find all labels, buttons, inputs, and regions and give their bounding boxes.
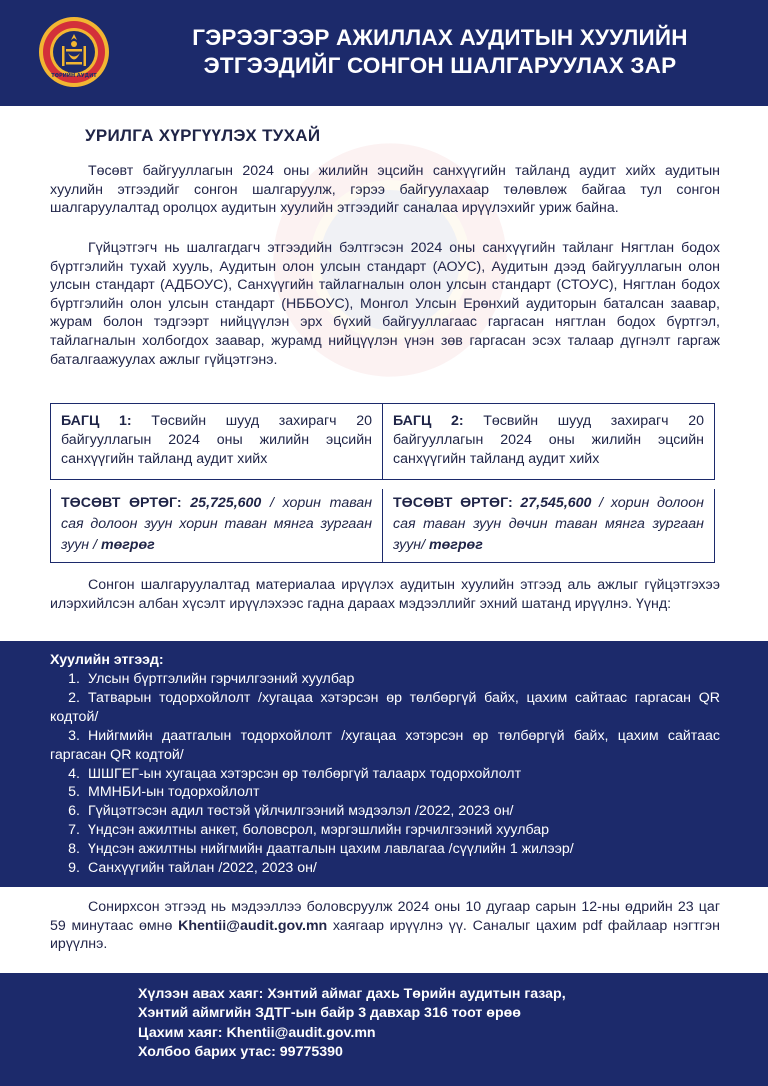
requirement-item — [50, 859, 720, 878]
requirements-list — [50, 670, 720, 878]
requirement-number: 3. — [68, 727, 80, 744]
requirement-text: ММНБИ-ын тодорхойлолт — [88, 784, 260, 801]
package-2-budget: ТӨСӨВТ ӨРТӨГ: 27,545,600 / хорин долоон сая таван зуун дөчин таван мянга зургаан зуун/ төгрөг — [393, 495, 704, 553]
requirement-number: 5. — [68, 784, 80, 801]
email-link[interactable]: Khentii@audit.gov.mn — [178, 917, 328, 934]
requirement-item — [50, 689, 720, 727]
header-title-line-2: ЭТГЭЭДИЙГ СОНГОН ШАЛГАРУУЛАХ ЗАР — [203, 53, 677, 78]
package-2-label: БАГЦ 2: — [393, 413, 464, 429]
contact-address-line-2: Хэнтий аймгийн ЗДТГ-ын байр 3 давхар 316 тоот өрөө — [138, 1005, 521, 1022]
requirement-number: 8. — [68, 841, 80, 858]
package-2-description: БАГЦ 2: Төсвийн шууд захирагч 20 байгууллагын 2024 оны жилийн эцсийн санхүүгийн тайланд аудит хийх — [383, 404, 714, 480]
header-banner — [0, 0, 768, 106]
requirement-item — [50, 727, 720, 765]
requirement-text: ШШГЕГ-ын хугацаа хэтэрсэн өр төлбөргүй талаарх тодорхойлолт — [88, 765, 522, 782]
requirement-number: 2. — [68, 689, 80, 706]
requirement-text: Гүйцэтгэсэн адил төстэй үйлчилгээний мэдээлэл /2022, 2023 он/ — [88, 803, 514, 820]
requirement-text: Нийгмийн даатгалын тодорхойлолт /хугацаа хэтэрсэн өр төлбөргүй байх, цахим сайтаас гаргасан QR кодтой/ — [50, 727, 720, 763]
header-title — [130, 24, 750, 80]
contact-info — [138, 985, 566, 1063]
deadline-paragraph: Сонирхсон этгээд нь мэдээллээ боловсруулж 2024 оны 10 дугаар сарын 12-ны өдрийн 23 цаг 59 минутаас өмнө Khentii@audit.gov.mn хаягаар ирүүлнэ үү. Саналыг цахим pdf файлаар нэгтгэн ирүүлнэ. — [50, 899, 721, 953]
requirements-title: Хуулийн этгээд: — [50, 652, 164, 668]
requirement-item — [50, 783, 720, 802]
svg-text:ТӨРИЙН АУДИТ: ТӨРИЙН АУДИТ — [51, 73, 97, 79]
package-1-budget: ТӨСӨВТ ӨРТӨГ: 25,725,600 / хорин таван сая долоон зуун хорин таван мянга зургаан зуун / төгрөг — [61, 495, 372, 553]
package-1-budget-amount: 25,725,600 — [190, 495, 262, 511]
scope-paragraph: Гүйцэтгэгч нь шалгагдагч этгээдийн бэлтгэсэн 2024 оны санхүүгийн тайланг Нягтлан бодох бүртгэлийн тухай хууль, Аудитын олон улсын стандарт (АОУС), Аудитын дээд байгууллагын олон улсын стандарт (АДБОУС), Санхүүгийн тайлагналын олон улсын стандарт (СТОУС), Нягтлан бодох бүртгэлийн олон улсын стандарт (НББОУС), Монгол Улсын Ерөнхий аудиторын баталсан заавар, журам болон тэдгээрт нийцүүлэн эрх бүхий байгууллагаас гаргасан нягтлан бодох бүртгэл, тайлагналын холбогдох заавар, журамд нийцүүлэн үнэн зөв гаргасан эсэх талаар дүгнэлт гаргаж баталгаажуулах ажлыг гүйцэтгэнэ. — [50, 240, 720, 368]
package-2-currency: төгрөг — [429, 537, 483, 553]
package-2-budget-amount: 27,545,600 — [520, 495, 592, 511]
contact-phone: Холбоо барих утас: 99775390 — [138, 1044, 343, 1061]
requirement-text: Үндсэн ажилтны нийгмийн даатгалын цахим лавлагаа /сүүлийн 1 жилээр/ — [88, 841, 574, 858]
package-1-label: БАГЦ 1: — [61, 413, 132, 429]
package-2-budget-label: ТӨСӨВТ ӨРТӨГ: — [393, 495, 513, 511]
requirement-number: 1. — [68, 671, 80, 687]
requirement-item — [50, 821, 720, 840]
requirement-number: 9. — [68, 860, 80, 877]
package-1-budget-label: ТӨСӨВТ ӨРТӨГ: — [61, 495, 182, 511]
package-1-currency: төгрөг — [100, 537, 155, 553]
requirements-band — [0, 641, 768, 887]
contact-band — [0, 973, 768, 1086]
requirement-item — [50, 670, 720, 689]
requirement-text: Үндсэн ажилтны анкет, боловсрол, мэргэшлийн гэрчилгээний хуулбар — [88, 822, 550, 839]
requirement-text: Улсын бүртгэлийн гэрчилгээний хуулбар — [88, 671, 355, 687]
requirement-text: Санхүүгийн тайлан /2022, 2023 он/ — [88, 860, 317, 877]
submission-paragraph: Сонгон шалгаруулалтад материалаа ирүүлэх аудитын хуулийн этгээд аль ажлыг гүйцэтгэхээ илэрхийлсэн албан хүсэлт ирүүлэхээс гадна дараах мэдээллийг эхний шатанд ирүүлнэ. Үүнд: — [50, 577, 720, 612]
requirement-item — [50, 840, 720, 859]
package-box-1 — [50, 403, 383, 563]
audit-emblem-logo — [38, 16, 110, 88]
intro-paragraph: Төсөвт байгууллагын 2024 оны жилийн эцсийн санхүүгийн тайланд аудит хийх аудитын хуулийн этгээдийг сонгон шалгаруулж, гэрээ байгуулахаар төлөвлөж байгаа тул сонгон шалгаруулалтад оролцох аудитын хуулийн этгээдийг саналаа ирүүлэхийг уриж байна. — [50, 163, 720, 217]
package-box-2 — [382, 403, 715, 563]
section-title: УРИЛГА ХҮРГҮҮЛЭХ ТУХАЙ — [85, 126, 321, 145]
requirement-number: 6. — [68, 803, 80, 820]
requirement-number: 4. — [68, 765, 80, 782]
contact-address-line-1: Хүлээн авах хаяг: Хэнтий аймаг дахь Төрийн аудитын газар, — [138, 986, 566, 1002]
requirement-item — [50, 765, 720, 784]
requirement-number: 7. — [68, 822, 80, 839]
requirement-text: Татварын тодорхойлолт /хугацаа хэтэрсэн өр төлбөргүй байх, цахим сайтаас гаргасан QR кодтой/ — [50, 689, 720, 725]
contact-email[interactable]: Цахим хаяг: Khentii@audit.gov.mn — [138, 1024, 376, 1041]
requirement-item — [50, 802, 720, 821]
header-title-line-1: ГЭРЭЭГЭЭР АЖИЛЛАХ АУДИТЫН ХУУЛИЙН — [192, 25, 688, 50]
package-1-description: БАГЦ 1: Төсвийн шууд захирагч 20 байгууллагын 2024 оны жилийн эцсийн санхүүгийн тайланд аудит хийх — [51, 404, 382, 480]
